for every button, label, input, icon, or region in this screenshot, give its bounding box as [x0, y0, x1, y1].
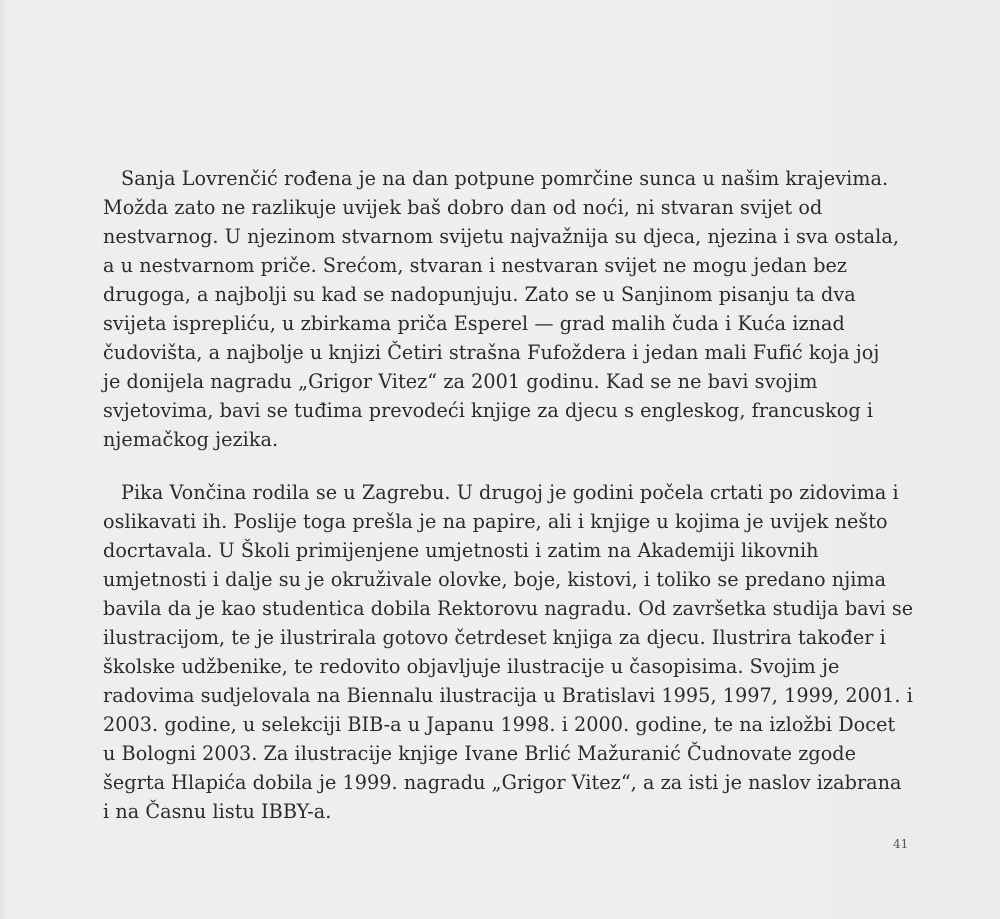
text-line: je donijela nagradu „Grigor Vitez“ za 2001 godinu. Kad se ne bavi svojim	[103, 370, 818, 393]
text-line: docrtavala. U Školi primijenjene umjetnosti i zatim na Akademiji likovnih	[103, 539, 819, 562]
text-line: Pika Vončina rodila se u Zagrebu. U drugoj je godini počela crtati po zidovima i	[121, 481, 899, 504]
text-line: drugoga, a najbolji su kad se nadopunjuju. Zato se u Sanjinom pisanju ta dva	[103, 283, 856, 306]
text-line: radovima sudjelovala na Biennalu ilustracija u Bratislavi 1995, 1997, 1999, 2001. i	[103, 684, 913, 707]
text-line: oslikavati ih. Poslije toga prešla je na papire, ali i knjige u kojima je uvijek nešto	[103, 510, 888, 533]
text-line: i na Časnu listu IBBY-a.	[103, 800, 332, 823]
text-line: svjetovima, bavi se tuđima prevodeći knjige za djecu s engleskog, francuskog i	[103, 399, 874, 422]
text-line: umjetnosti i dalje su je okruživale olovke, boje, kistovi, i toliko se predano njima	[103, 568, 887, 591]
text-line: ilustracijom, te je ilustrirala gotovo četrdeset knjiga za djecu. Ilustrira također i	[103, 626, 886, 649]
text-line: a u nestvarnom priče. Srećom, stvaran i nestvaran svijet ne mogu jedan bez	[103, 254, 848, 277]
text-line: školske udžbenike, te redovito objavljuje ilustracije u časopisima. Svojim je	[103, 655, 840, 678]
text-line: Možda zato ne razlikuje uvijek baš dobro dan od noći, ni stvaran svijet od	[103, 196, 823, 219]
author-bio-paragraph	[103, 164, 903, 454]
text-line: njemačkog jezika.	[103, 428, 279, 451]
text-line: u Bologni 2003. Za ilustracije knjige Ivane Brlić Mažuranić Čudnovate zgode	[103, 742, 857, 765]
page-number: 41	[893, 837, 909, 851]
text-line: šegrta Hlapića dobila je 1999. nagradu „Grigor Vitez“, a za isti je naslov izabrana	[103, 771, 902, 794]
illustrator-bio-paragraph	[103, 478, 914, 826]
text-line: bavila da je kao studentica dobila Rektorovu nagradu. Od završetka studija bavi se	[103, 597, 914, 620]
text-line: Sanja Lovrenčić rođena je na dan potpune pomrčine sunca u našim krajevima.	[121, 167, 889, 190]
text-line: 2003. godine, u selekciji BIB-a u Japanu 1998. i 2000. godine, te na izložbi Docet	[103, 713, 896, 736]
text-line: nestvarnog. U njezinom stvarnom svijetu najvažnija su djeca, njezina i sva ostala,	[103, 225, 899, 248]
text-line: čudovišta, a najbolje u knjizi Četiri strašna Fufoždera i jedan mali Fufić koja joj	[103, 341, 880, 364]
text-line: svijeta isprepliću, u zbirkama priča Esperel — grad malih čuda i Kuća iznad	[103, 312, 845, 335]
